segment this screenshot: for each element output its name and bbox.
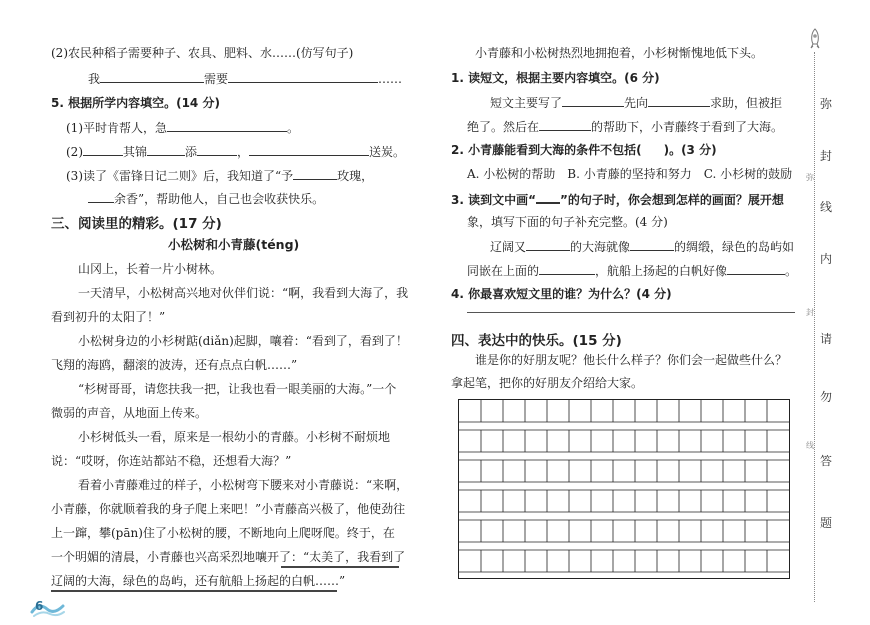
q1-line-2: 绝了。然后在 的帮助下，小青藤终于看到了大海。 — [467, 120, 784, 134]
writing-grid[interactable] — [458, 399, 790, 579]
q5-2-blank-1[interactable] — [83, 143, 123, 156]
page-number-badge — [30, 598, 66, 618]
seal-char: 题 — [820, 516, 833, 530]
seal-mini-char: 弥 — [806, 173, 814, 182]
q3-heading: 3. 读到文中画“ ”的句子时，你会想到怎样的画面？展开想 — [451, 190, 784, 208]
seal-char: 弥 — [820, 97, 833, 111]
seal-char: 勿 — [820, 390, 833, 404]
seal-char: 内 — [820, 252, 833, 266]
writing-grid-lines — [459, 400, 789, 578]
seal-char: 线 — [820, 200, 833, 214]
q3-line-3: 辽阔又 的大海就像 的绸缎，绿色的岛屿如 — [490, 240, 795, 254]
passage-p6-2: 小青藤，你就顺着我的身子爬上来吧！”小青藤高兴极了，他使劲往 — [51, 502, 406, 516]
q4-answer-line[interactable] — [467, 312, 795, 313]
section-3-heading: 三、阅读里的精彩。(17 分) — [51, 216, 222, 232]
passage-p7: 小青藤和小松树热烈地拥抱着，小杉树惭愧地低下头。 — [475, 46, 764, 60]
page-number: 6 — [35, 599, 44, 613]
q5-2-line: (2) 其锦 添 ， 送炭。 — [66, 145, 406, 159]
passage-p1: 山冈上，长着一片小树林。 — [78, 262, 223, 276]
q4-2-blank-2[interactable] — [228, 70, 378, 83]
q5-1-blank[interactable] — [167, 119, 287, 132]
passage-p6-5: 辽阔的大海，绿色的岛屿，还有航船上扬起的白帆……” — [51, 574, 346, 588]
q5-3-line: (3)读了《雷锋日记二则》后，我知道了“予 玫瑰， — [66, 169, 374, 183]
seal-char: 答 — [820, 454, 833, 468]
q3-blank-4[interactable] — [727, 262, 785, 275]
q1-line-1: 短文主要写了 先向 求助，但被拒 — [490, 96, 783, 110]
q1-blank-1[interactable] — [562, 94, 624, 107]
q5-2-blank-4[interactable] — [249, 143, 369, 156]
q1-blank-2[interactable] — [648, 94, 710, 107]
q5-1-line: (1)平时肯帮人，急 。 — [66, 121, 300, 135]
q5-heading: 5. 根据所学内容填空。(14 分) — [51, 96, 220, 110]
section-4-prompt-2: 拿起笔，把你的好朋友介绍给大家。 — [451, 376, 644, 390]
passage-p4-2: 微弱的声音，从地面上传来。 — [51, 406, 208, 420]
section-4-heading: 四、表达中的快乐。(15 分) — [451, 333, 622, 349]
q5-3-blank-1[interactable] — [293, 167, 337, 180]
seal-mini-char: 封 — [806, 308, 814, 317]
passage-title: 小松树和小青藤(téng) — [168, 237, 300, 252]
q3-blank-2[interactable] — [630, 238, 674, 251]
passage-p5-2: 说：“哎呀，你连站都站不稳，还想看大海？” — [51, 454, 292, 468]
passage-p2-2: 看到初升的太阳了！” — [51, 310, 166, 324]
q3-underline-sample — [536, 190, 560, 204]
seal-char: 请 — [820, 332, 833, 346]
q1-heading: 1. 读短文，根据主要内容填空。(6 分) — [451, 71, 660, 85]
q2-heading: 2. 小青藤能看到大海的条件不包括( )。(3 分) — [451, 143, 717, 157]
marked-sentence-underline-1 — [281, 566, 399, 568]
q3-blank-3[interactable] — [539, 262, 595, 275]
passage-p6-4: 一个明媚的清晨，小青藤也兴高采烈地嚷开了：“太美了，我看到了 — [51, 550, 406, 564]
seal-dotted-line — [814, 52, 815, 602]
q3-line-2: 象，填写下面的句子补充完整。(4 分) — [467, 215, 668, 229]
passage-p3-2: 飞翔的海鸥，翻滚的波涛，还有点点白帆……” — [51, 358, 298, 372]
q3-line-4: 同嵌在上面的 ，航船上扬起的白帆好像 。 — [467, 264, 798, 278]
q5-2-blank-3[interactable] — [197, 143, 237, 156]
passage-p5-1: 小杉树低头一看，原来是一根幼小的青藤。小杉树不耐烦地 — [78, 430, 391, 444]
q4-2-line: 我 需要 …… — [88, 72, 403, 86]
q4-heading: 4. 你最喜欢短文里的谁？为什么？(4 分) — [451, 287, 672, 301]
passage-p6-3: 上一蹿，攀(pān)住了小松树的腰，不断地向上爬呀爬。终于，在 — [51, 526, 395, 540]
q4-2-blank-1[interactable] — [100, 70, 204, 83]
q1-blank-3[interactable] — [539, 118, 591, 131]
q3-blank-1[interactable] — [526, 238, 570, 251]
q4-2-prompt: (2)农民种稻子需要种子、农具、肥料、水……(仿写句子) — [51, 46, 354, 60]
q2-options: A. 小松树的帮助 B. 小青藤的坚持和努力 C. 小杉树的鼓励 — [467, 167, 793, 181]
passage-p4-1: “杉树哥哥，请您扶我一把，让我也看一眼美丽的大海。”一个 — [78, 382, 397, 396]
q5-2-blank-2[interactable] — [147, 143, 185, 156]
marked-sentence-underline-2 — [51, 590, 337, 592]
passage-p2-1: 一天清早，小松树高兴地对伙伴们说：“啊，我看到大海了，我 — [78, 286, 409, 300]
passage-p3-1: 小松树身边的小杉树踮(diǎn)起脚，嚷着：“看到了，看到了！ — [78, 334, 408, 348]
section-4-prompt-1: 谁是你的好朋友呢？他长什么样子？你们会一起做些什么？ — [475, 353, 788, 367]
passage-p6-1: 看着小青藤难过的样子，小松树弯下腰来对小青藤说：“来啊， — [78, 478, 409, 492]
seal-char: 封 — [820, 149, 833, 163]
rocket-icon — [808, 28, 822, 50]
q5-3-line-2: 余香”，帮助他人，自己也会收获快乐。 — [88, 190, 324, 207]
q5-3-blank-2[interactable] — [88, 190, 114, 203]
seal-mini-char: 线 — [806, 441, 814, 450]
